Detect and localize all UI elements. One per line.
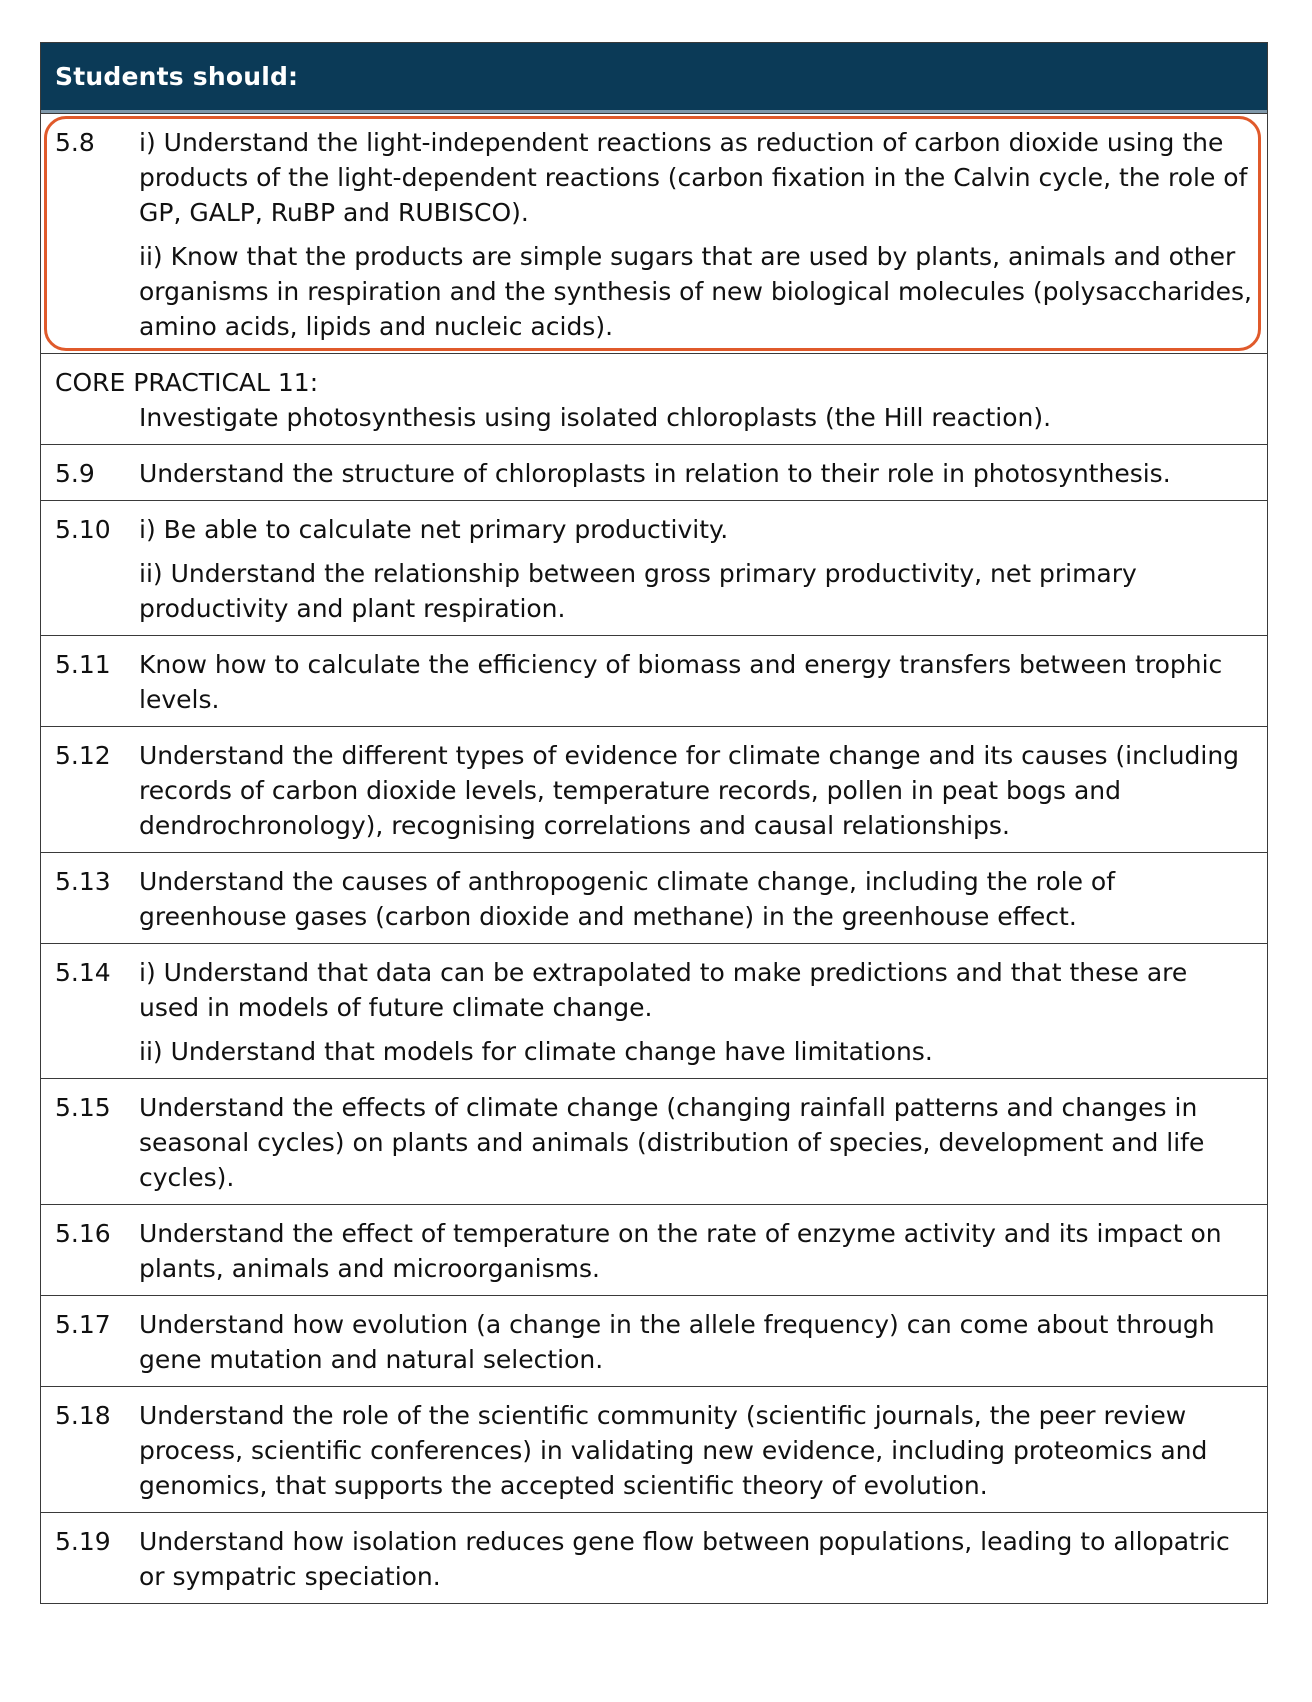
spec-number: 5.9: [55, 459, 95, 488]
spec-row-5-19: [41, 1512, 1267, 1603]
spec-number: 5.11: [55, 650, 111, 679]
spec-body: [139, 125, 1255, 344]
spec-paragraph: Understand the different types of evidence for climate change and its causes (including records of carbon dioxide levels, temperature records, pollen in peat bogs and dendrochronology), recognising correlations and causal relationships.: [139, 741, 1240, 840]
spec-paragraph: Understand the causes of anthropogenic climate change, including the role of greenhouse gases (carbon dioxide and methane) in the greenhouse effect.: [139, 867, 1116, 931]
spec-row-5-8: [41, 113, 1267, 353]
spec-row-5-16: [41, 1204, 1267, 1295]
spec-body: [139, 864, 1255, 934]
spec-row-5-17: [41, 1295, 1267, 1386]
spec-paragraph: Understand the effect of temperature on the rate of enzyme activity and its impact on plants, animals and microorganisms.: [139, 1219, 1222, 1283]
spec-paragraph: Understand the effects of climate change (changing rainfall patterns and changes in seasonal cycles) on plants and animals (distribution of species, development and life cycles).: [139, 1093, 1205, 1192]
spec-row-5-9: [41, 444, 1267, 500]
spec-row-5-13: [41, 852, 1267, 943]
core-practical-text: Investigate photosynthesis using isolated chloroplasts (the Hill reaction).: [139, 403, 1052, 432]
spec-paragraph: ii) Understand that models for climate change have limitations.: [139, 1037, 933, 1066]
spec-row-5-10: [41, 500, 1267, 635]
spec-paragraph: i) Understand the light-independent reactions as reduction of carbon dioxide using the products of the light-dependent reactions (carbon fixation in the Calvin cycle, the role of GP, GALP, RuBP and RUBISCO).: [139, 128, 1248, 227]
spec-body: [139, 1524, 1255, 1594]
spec-paragraph: i) Understand that data can be extrapolated to make predictions and that these are used in models of future climate change.: [139, 958, 1188, 1022]
spec-body: [139, 647, 1255, 717]
spec-paragraph: Understand the role of the scientific community (scientific journals, the peer review process, scientific conferences) in validating new evidence, including proteomics and genomics, that supports the accepted scientific theory of evolution.: [139, 1401, 1208, 1500]
header-title: Students should:: [55, 62, 299, 91]
spec-body: [139, 955, 1255, 1069]
spec-paragraph: Understand how evolution (a change in the allele frequency) can come about through gene mutation and natural selection.: [139, 1310, 1215, 1374]
spec-body: [139, 1216, 1255, 1286]
spec-number: 5.14: [55, 958, 111, 987]
spec-number: 5.15: [55, 1093, 111, 1122]
spec-body: [139, 1090, 1255, 1195]
spec-paragraph: ii) Understand the relationship between gross primary productivity, net primary productivity and plant respiration.: [139, 559, 1137, 623]
spec-paragraph: ii) Know that the products are simple sugars that are used by plants, animals and other organisms in respiration and the synthesis of new biological molecules (polysaccharides, amino acids, lipids and nucleic acids).: [139, 242, 1252, 341]
spec-row-5-15: [41, 1078, 1267, 1204]
spec-number: 5.10: [55, 515, 111, 544]
spec-paragraph: Understand how isolation reduces gene flow between populations, leading to allopatric or sympatric speciation.: [139, 1527, 1230, 1591]
spec-number: 5.17: [55, 1310, 111, 1339]
spec-body: [139, 738, 1255, 843]
spec-number: 5.16: [55, 1219, 111, 1248]
spec-paragraph: Understand the structure of chloroplasts in relation to their role in photosynthesis.: [139, 459, 1171, 488]
spec-paragraph: i) Be able to calculate net primary productivity.: [139, 515, 729, 544]
core-practical-row: [41, 353, 1267, 444]
spec-paragraph: Know how to calculate the efficiency of biomass and energy transfers between trophic levels.: [139, 650, 1223, 714]
spec-row-5-14: [41, 943, 1267, 1078]
spec-body: [139, 456, 1255, 491]
spec-row-5-11: [41, 635, 1267, 726]
spec-number: 5.18: [55, 1401, 111, 1430]
spec-number: 5.19: [55, 1527, 111, 1556]
spec-row-5-12: [41, 726, 1267, 852]
spec-body: [139, 1307, 1255, 1377]
spec-row-5-18: [41, 1386, 1267, 1512]
spec-body: [139, 512, 1255, 626]
specification-table: [40, 42, 1268, 1604]
spec-number: 5.13: [55, 867, 111, 896]
core-practical-title: CORE PRACTICAL 11:: [55, 368, 319, 397]
spec-number: 5.8: [55, 128, 95, 157]
spec-number: 5.12: [55, 741, 111, 770]
spec-body: [139, 1398, 1255, 1503]
table-header: [41, 43, 1267, 113]
